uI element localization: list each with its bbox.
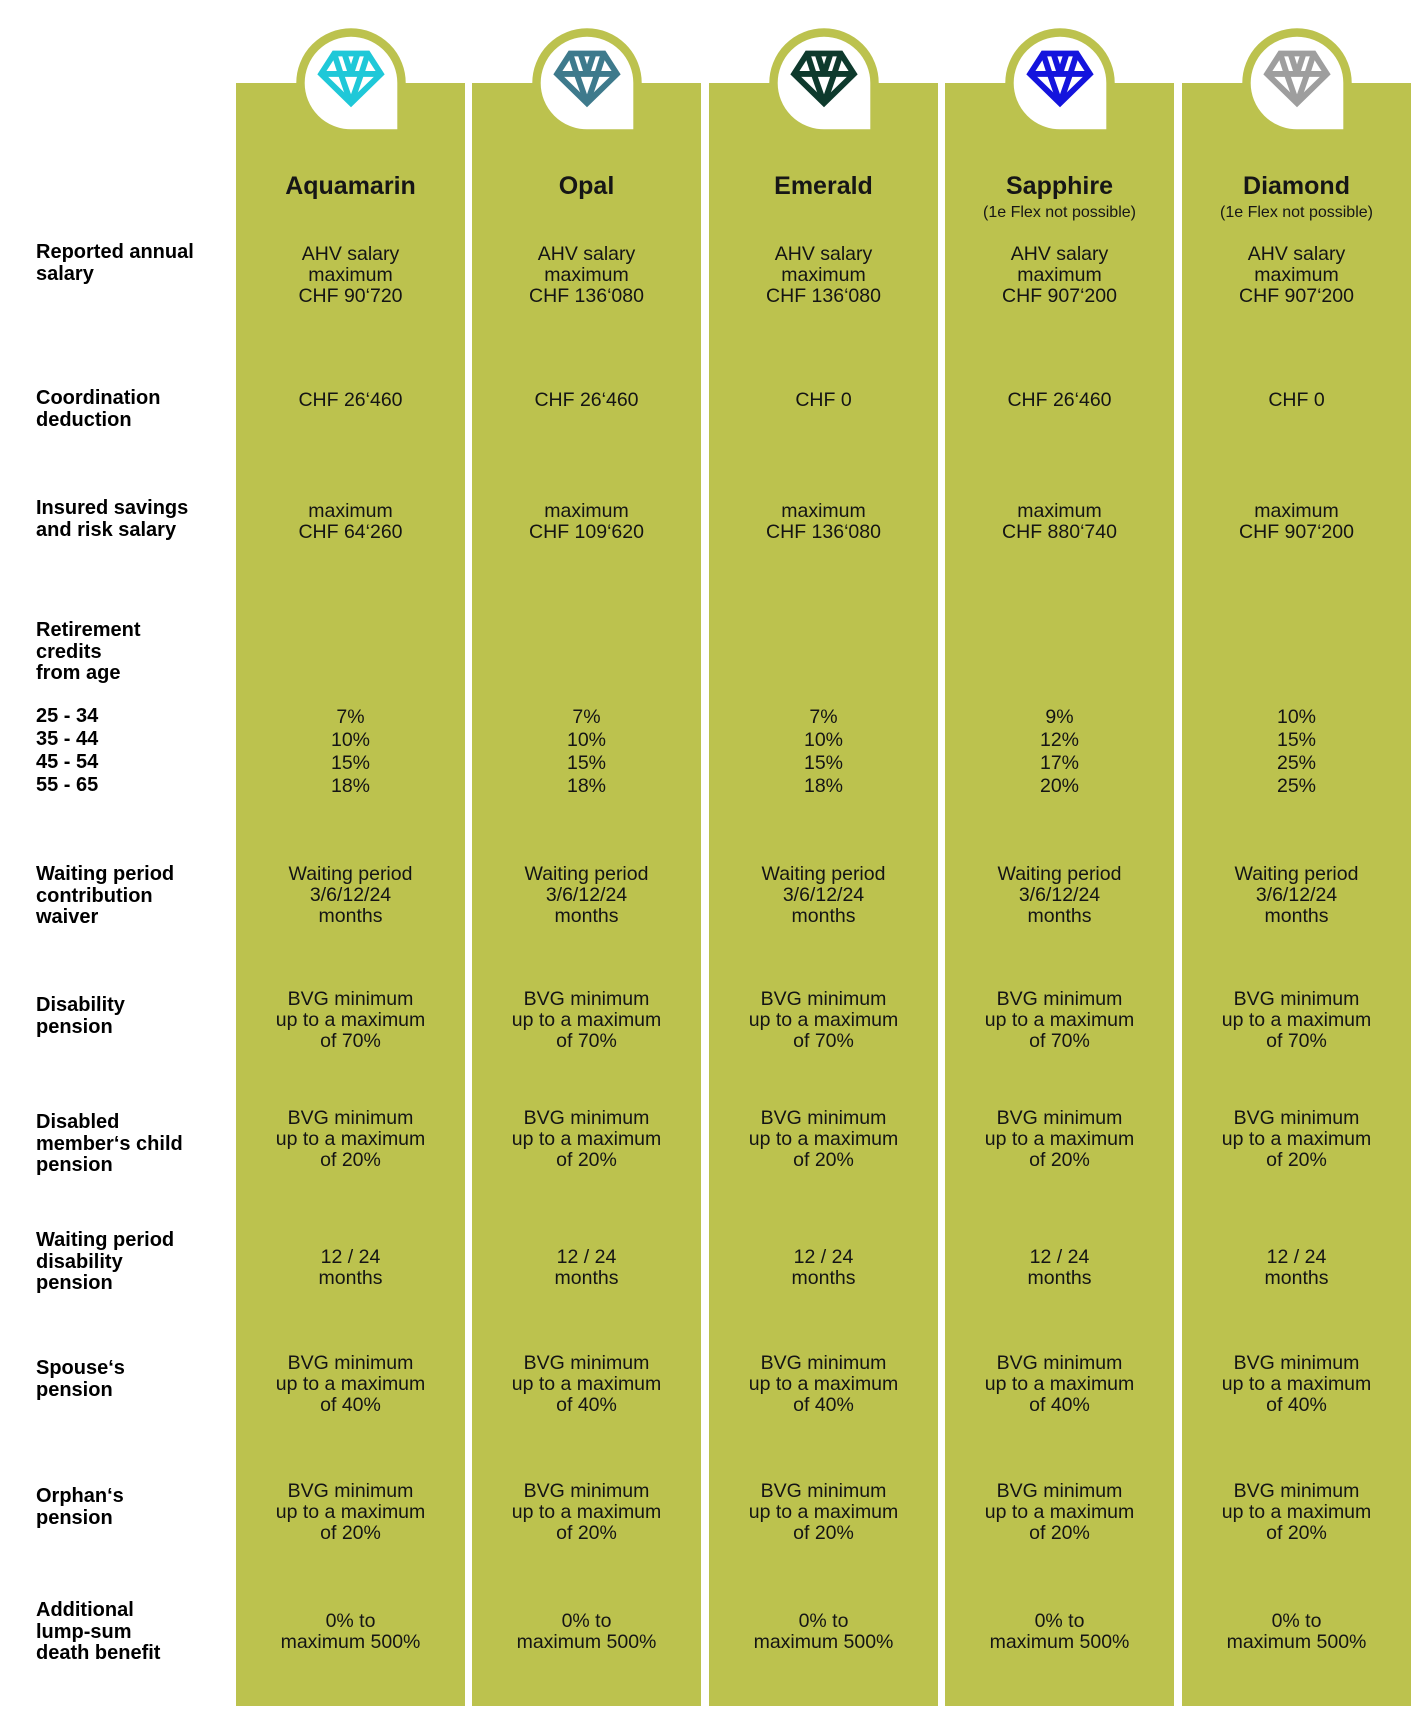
text-line: 20%	[1039, 775, 1080, 797]
text-line: CHF 907‘200	[1002, 285, 1117, 307]
text-line: CHF 136‘080	[529, 285, 644, 307]
text-line: 12 / 24	[320, 1246, 381, 1268]
cell-insured-savings-and-risk-salary-opal	[472, 501, 701, 543]
text-line: up to a maximum	[984, 1009, 1135, 1031]
cell-spouses-pension-aquamarin	[236, 1353, 465, 1416]
cell-coordination-deduction-opal	[472, 390, 701, 411]
text-line: pension	[36, 1506, 113, 1529]
text-line: salary	[36, 262, 94, 285]
text-line: Disabled	[36, 1111, 120, 1133]
text-line: of 40%	[1029, 1394, 1090, 1416]
text-line: up to a maximum	[511, 1501, 662, 1523]
text-line: 15%	[330, 752, 371, 774]
text-line: months	[1264, 905, 1329, 927]
column-subtitle-diamond: (1e Flex not possible)	[1220, 204, 1373, 221]
text-line: CHF 907‘200	[1239, 285, 1354, 307]
text-line: up to a maximum	[275, 1373, 426, 1395]
cell-orphans-pension-sapphire	[945, 1481, 1174, 1544]
cell-retirement-credits-ages-aquamarin	[236, 706, 465, 798]
text-line: BVG minimum	[1233, 1107, 1360, 1129]
text-line: CHF 0	[1268, 389, 1325, 411]
cell-waiting-period-disability-pension-aquamarin	[236, 1247, 465, 1289]
cell-disabled-members-child-pension-opal	[472, 1108, 701, 1171]
text-line: of 70%	[1029, 1030, 1090, 1052]
row-label-spouses-pension	[36, 1358, 232, 1401]
text-line: Waiting period	[1234, 863, 1359, 885]
text-line: 7%	[809, 706, 838, 728]
opal-gem-badge	[529, 25, 645, 141]
text-line: BVG minimum	[523, 1107, 650, 1129]
cell-waiting-period-disability-pension-emerald	[709, 1247, 938, 1289]
text-line: maximum 500%	[280, 1631, 421, 1653]
text-line: up to a maximum	[1221, 1501, 1372, 1523]
text-line: AHV salary	[1010, 243, 1109, 265]
cell-disability-pension-emerald	[709, 989, 938, 1052]
text-line: CHF 109‘620	[529, 521, 644, 543]
text-line: credits	[36, 640, 102, 663]
text-line: BVG minimum	[996, 1352, 1123, 1374]
text-line: months	[318, 905, 383, 927]
column-title-diamond: Diamond	[1243, 172, 1350, 200]
text-line: Waiting period	[997, 863, 1122, 885]
text-line: months	[554, 1267, 619, 1289]
text-line: Waiting period	[288, 863, 413, 885]
cell-orphans-pension-aquamarin	[236, 1481, 465, 1544]
cell-disability-pension-aquamarin	[236, 989, 465, 1052]
badge-bubble-shape	[300, 32, 401, 133]
row-label-coordination-deduction	[36, 388, 232, 431]
text-line: up to a maximum	[984, 1501, 1135, 1523]
text-line: 15%	[566, 752, 607, 774]
cell-reported-annual-salary-emerald	[709, 244, 938, 307]
text-line: 12 / 24	[1029, 1246, 1090, 1268]
cell-additional-lump-sum-death-benefit-aquamarin	[236, 1611, 465, 1653]
text-line: months	[554, 905, 619, 927]
cell-reported-annual-salary-sapphire	[945, 244, 1174, 307]
text-line: of 70%	[793, 1030, 854, 1052]
text-line: up to a maximum	[275, 1009, 426, 1031]
cell-orphans-pension-diamond	[1182, 1481, 1411, 1544]
text-line: maximum	[544, 264, 629, 286]
text-line: pension	[36, 1378, 113, 1401]
text-line: maximum	[781, 500, 866, 522]
text-line: BVG minimum	[760, 1352, 887, 1374]
text-line: maximum	[308, 264, 393, 286]
text-line: maximum	[308, 500, 393, 522]
text-line: CHF 136‘080	[766, 285, 881, 307]
text-line: up to a maximum	[275, 1128, 426, 1150]
cell-disabled-members-child-pension-sapphire	[945, 1108, 1174, 1171]
text-line: deduction	[36, 408, 132, 431]
text-line: up to a maximum	[984, 1128, 1135, 1150]
text-line: 7%	[336, 706, 365, 728]
text-line: up to a maximum	[1221, 1009, 1372, 1031]
cell-spouses-pension-opal	[472, 1353, 701, 1416]
column-title-sapphire: Sapphire	[1006, 172, 1113, 200]
text-line: up to a maximum	[511, 1128, 662, 1150]
text-line: months	[318, 1267, 383, 1289]
row-label-orphans-pension	[36, 1486, 232, 1529]
cell-waiting-period-contribution-waiver-opal	[472, 864, 701, 927]
cell-orphans-pension-emerald	[709, 1481, 938, 1544]
text-line: Orphan‘s	[36, 1485, 124, 1507]
cell-reported-annual-salary-aquamarin	[236, 244, 465, 307]
text-line: CHF 26‘460	[298, 389, 403, 411]
text-line: BVG minimum	[760, 1480, 887, 1502]
text-line: Waiting period	[36, 863, 175, 885]
text-line: from age	[36, 662, 121, 684]
cell-disabled-members-child-pension-emerald	[709, 1108, 938, 1171]
badge-bubble-shape	[1009, 32, 1110, 133]
text-line: CHF 90‘720	[298, 285, 403, 307]
text-line: 7%	[572, 706, 601, 728]
cell-coordination-deduction-aquamarin	[236, 390, 465, 411]
text-line: 10%	[803, 729, 844, 751]
cell-additional-lump-sum-death-benefit-opal	[472, 1611, 701, 1653]
text-line: member‘s child	[36, 1132, 183, 1155]
text-line: months	[1264, 1267, 1329, 1289]
text-line: BVG minimum	[287, 988, 414, 1010]
cell-disabled-members-child-pension-aquamarin	[236, 1108, 465, 1171]
text-line: 18%	[566, 775, 607, 797]
text-line: Insured savings	[36, 497, 189, 519]
text-line: 35 - 44	[36, 728, 99, 750]
text-line: Waiting period	[761, 863, 886, 885]
text-line: up to a maximum	[1221, 1128, 1372, 1150]
cell-insured-savings-and-risk-salary-aquamarin	[236, 501, 465, 543]
cell-spouses-pension-diamond	[1182, 1353, 1411, 1416]
text-line: 25%	[1276, 752, 1317, 774]
text-line: and risk salary	[36, 518, 177, 541]
text-line: BVG minimum	[287, 1480, 414, 1502]
column-title-opal: Opal	[558, 172, 615, 200]
text-line: BVG minimum	[1233, 1352, 1360, 1374]
text-line: Retirement	[36, 619, 141, 641]
text-line: of 20%	[320, 1149, 381, 1171]
text-line: 55 - 65	[36, 774, 99, 796]
text-line: 17%	[1039, 752, 1080, 774]
text-line: up to a maximum	[511, 1373, 662, 1395]
text-line: Waiting period	[524, 863, 649, 885]
text-line: 12 / 24	[1266, 1246, 1327, 1268]
text-line: of 20%	[1029, 1149, 1090, 1171]
badge-bubble-shape	[773, 32, 874, 133]
cell-coordination-deduction-emerald	[709, 390, 938, 411]
text-line: BVG minimum	[760, 1107, 887, 1129]
cell-waiting-period-contribution-waiver-aquamarin	[236, 864, 465, 927]
cell-waiting-period-disability-pension-opal	[472, 1247, 701, 1289]
text-line: 12%	[1039, 729, 1080, 751]
row-label-disabled-members-child-pension	[36, 1112, 232, 1177]
text-line: CHF 907‘200	[1239, 521, 1354, 543]
row-label-retirement-credits-from-age	[36, 620, 232, 685]
text-line: of 40%	[320, 1394, 381, 1416]
text-line: pension	[36, 1272, 113, 1294]
row-label-waiting-period-disability-pension	[36, 1230, 232, 1295]
text-line: Coordination	[36, 387, 161, 409]
cell-disability-pension-diamond	[1182, 989, 1411, 1052]
text-line: CHF 880‘740	[1002, 521, 1117, 543]
text-line: maximum 500%	[989, 1631, 1130, 1653]
text-line: of 20%	[793, 1149, 854, 1171]
text-line: up to a maximum	[748, 1128, 899, 1150]
text-line: up to a maximum	[748, 1373, 899, 1395]
cell-insured-savings-and-risk-salary-emerald	[709, 501, 938, 543]
badge-bubble-shape	[1246, 32, 1347, 133]
text-line: of 20%	[1266, 1522, 1327, 1544]
row-label-disability-pension	[36, 995, 232, 1038]
text-line: up to a maximum	[275, 1501, 426, 1523]
text-line: 12 / 24	[793, 1246, 854, 1268]
cell-reported-annual-salary-diamond	[1182, 244, 1411, 307]
text-line: months	[791, 905, 856, 927]
text-line: up to a maximum	[748, 1009, 899, 1031]
text-line: BVG minimum	[1233, 988, 1360, 1010]
text-line: up to a maximum	[511, 1009, 662, 1031]
text-line: disability	[36, 1250, 123, 1273]
text-line: 0% to	[1034, 1610, 1085, 1632]
text-line: death benefit	[36, 1642, 161, 1664]
cell-disability-pension-sapphire	[945, 989, 1174, 1052]
text-line: BVG minimum	[523, 1352, 650, 1374]
cell-spouses-pension-emerald	[709, 1353, 938, 1416]
row-label-insured-savings-and-risk-salary	[36, 498, 232, 541]
text-line: BVG minimum	[760, 988, 887, 1010]
text-line: of 20%	[556, 1522, 617, 1544]
row-label-reported-annual-salary	[36, 242, 232, 285]
text-line: of 40%	[1266, 1394, 1327, 1416]
cell-waiting-period-contribution-waiver-emerald	[709, 864, 938, 927]
cell-coordination-deduction-sapphire	[945, 390, 1174, 411]
text-line: of 40%	[793, 1394, 854, 1416]
cell-disability-pension-opal	[472, 989, 701, 1052]
text-line: Spouse‘s	[36, 1357, 125, 1379]
text-line: up to a maximum	[984, 1373, 1135, 1395]
text-line: 45 - 54	[36, 751, 99, 773]
text-line: 10%	[1276, 706, 1317, 728]
text-line: BVG minimum	[996, 988, 1123, 1010]
text-line: maximum	[1254, 500, 1339, 522]
text-line: BVG minimum	[523, 988, 650, 1010]
text-line: 3/6/12/24	[545, 884, 628, 906]
cell-retirement-credits-ages-sapphire	[945, 706, 1174, 798]
cell-waiting-period-disability-pension-diamond	[1182, 1247, 1411, 1289]
text-line: 3/6/12/24	[1018, 884, 1101, 906]
text-line: BVG minimum	[287, 1107, 414, 1129]
text-line: 12 / 24	[556, 1246, 617, 1268]
text-line: maximum	[1017, 500, 1102, 522]
text-line: 0% to	[561, 1610, 612, 1632]
text-line: up to a maximum	[748, 1501, 899, 1523]
text-line: AHV salary	[301, 243, 400, 265]
text-line: AHV salary	[537, 243, 636, 265]
text-line: 3/6/12/24	[309, 884, 392, 906]
text-line: maximum	[1017, 264, 1102, 286]
text-line: 9%	[1045, 706, 1074, 728]
cell-additional-lump-sum-death-benefit-diamond	[1182, 1611, 1411, 1653]
cell-coordination-deduction-diamond	[1182, 390, 1411, 411]
text-line: waiver	[36, 906, 99, 928]
text-line: CHF 26‘460	[1007, 389, 1112, 411]
text-line: up to a maximum	[1221, 1373, 1372, 1395]
row-label-waiting-period-contribution-waiver	[36, 864, 232, 929]
cell-additional-lump-sum-death-benefit-sapphire	[945, 1611, 1174, 1653]
text-line: 15%	[1276, 729, 1317, 751]
text-line: 18%	[330, 775, 371, 797]
text-line: maximum	[781, 264, 866, 286]
cell-retirement-credits-ages-opal	[472, 706, 701, 798]
row-label-retirement-credits-ages	[36, 705, 232, 797]
text-line: of 40%	[556, 1394, 617, 1416]
text-line: months	[1027, 1267, 1092, 1289]
text-line: 18%	[803, 775, 844, 797]
text-line: BVG minimum	[996, 1107, 1123, 1129]
cell-waiting-period-contribution-waiver-diamond	[1182, 864, 1411, 927]
cell-spouses-pension-sapphire	[945, 1353, 1174, 1416]
text-line: pension	[36, 1154, 113, 1176]
text-line: maximum 500%	[516, 1631, 657, 1653]
text-line: CHF 26‘460	[534, 389, 639, 411]
cell-disabled-members-child-pension-diamond	[1182, 1108, 1411, 1171]
cell-reported-annual-salary-opal	[472, 244, 701, 307]
text-line: contribution	[36, 884, 153, 907]
text-line: of 70%	[1266, 1030, 1327, 1052]
text-line: of 20%	[320, 1522, 381, 1544]
text-line: of 70%	[556, 1030, 617, 1052]
text-line: CHF 64‘260	[298, 521, 403, 543]
text-line: lump-sum	[36, 1620, 132, 1643]
text-line: Disability	[36, 994, 125, 1016]
text-line: 10%	[566, 729, 607, 751]
text-line: AHV salary	[774, 243, 873, 265]
text-line: months	[791, 1267, 856, 1289]
row-label-additional-lump-sum-death-benefit	[36, 1600, 232, 1665]
column-title-emerald: Emerald	[774, 172, 873, 200]
text-line: 25%	[1276, 775, 1317, 797]
cell-waiting-period-contribution-waiver-sapphire	[945, 864, 1174, 927]
text-line: 3/6/12/24	[782, 884, 865, 906]
badge-bubble-shape	[536, 32, 637, 133]
text-line: of 20%	[793, 1522, 854, 1544]
text-line: 0% to	[1271, 1610, 1322, 1632]
text-line: CHF 0	[795, 389, 852, 411]
cell-retirement-credits-ages-diamond	[1182, 706, 1411, 798]
text-line: Waiting period	[36, 1229, 175, 1251]
text-line: of 70%	[320, 1030, 381, 1052]
text-line: 15%	[803, 752, 844, 774]
text-line: BVG minimum	[1233, 1480, 1360, 1502]
cell-retirement-credits-ages-emerald	[709, 706, 938, 798]
text-line: pension	[36, 1015, 113, 1038]
text-line: maximum	[544, 500, 629, 522]
text-line: Reported annual	[36, 241, 194, 263]
text-line: 10%	[330, 729, 371, 751]
text-line: of 20%	[1266, 1149, 1327, 1171]
text-line: maximum 500%	[1226, 1631, 1367, 1653]
text-line: maximum 500%	[753, 1631, 894, 1653]
text-line: 0% to	[798, 1610, 849, 1632]
text-line: BVG minimum	[287, 1352, 414, 1374]
column-title-aquamarin: Aquamarin	[285, 172, 416, 200]
text-line: maximum	[1254, 264, 1339, 286]
text-line: BVG minimum	[996, 1480, 1123, 1502]
text-line: 3/6/12/24	[1255, 884, 1338, 906]
diamond-gem-badge	[1239, 25, 1355, 141]
cell-insured-savings-and-risk-salary-sapphire	[945, 501, 1174, 543]
cell-orphans-pension-opal	[472, 1481, 701, 1544]
text-line: Additional	[36, 1599, 134, 1621]
text-line: 25 - 34	[36, 705, 99, 727]
text-line: CHF 136‘080	[766, 521, 881, 543]
sapphire-gem-badge	[1002, 25, 1118, 141]
cell-insured-savings-and-risk-salary-diamond	[1182, 501, 1411, 543]
text-line: BVG minimum	[523, 1480, 650, 1502]
column-subtitle-sapphire: (1e Flex not possible)	[983, 204, 1136, 221]
cell-additional-lump-sum-death-benefit-emerald	[709, 1611, 938, 1653]
text-line: AHV salary	[1247, 243, 1346, 265]
text-line: of 20%	[556, 1149, 617, 1171]
cell-waiting-period-disability-pension-sapphire	[945, 1247, 1174, 1289]
text-line: 0% to	[325, 1610, 376, 1632]
aquamarin-gem-badge	[293, 25, 409, 141]
text-line: months	[1027, 905, 1092, 927]
text-line: of 20%	[1029, 1522, 1090, 1544]
emerald-gem-badge	[766, 25, 882, 141]
